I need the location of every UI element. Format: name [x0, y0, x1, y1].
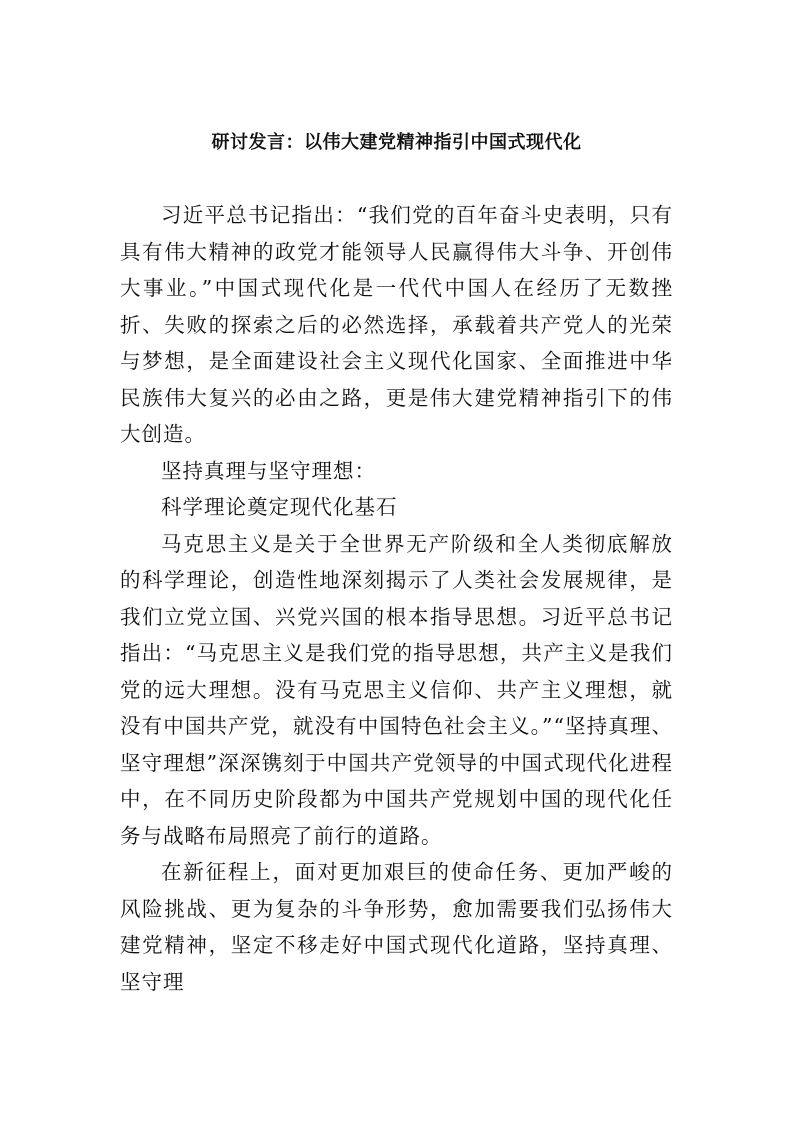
section-heading-line-1: 坚持真理与坚守理想： — [161, 458, 376, 483]
document-body — [120, 197, 673, 1000]
section-paragraph-1: 马克思主义是关于全世界无产阶级和全人类彻底解放的科学理论，创造性地深刻揭示了人类社会发展规律，是我们立党立国、兴党兴国的根本指导思想。习近平总书记指出：“马克思主义是我们党的指导思想，共产主义是我们党的远大理想。没有马克思主义信仰、共产主义理想，就没有中国共产党，就没有中国特色社会主义。”“坚持真理、坚守理想”深深镌刻于中国共产党领导的中国式现代化进程中，在不同历史阶段都为中国共产党规划中国的现代化任务与战略布局照亮了前行的道路。 — [120, 531, 673, 848]
document-title: 研讨发言：以伟大建党精神指引中国式现代化 — [211, 132, 582, 153]
intro-paragraph: 习近平总书记指出：“我们党的百年奋斗史表明，只有具有伟大精神的政党才能领导人民赢得伟大斗争、开创伟大事业。”中国式现代化是一代代中国人在经历了无数挫折、失败的探索之后的必然选择，承载着共产党人的光荣与梦想，是全面建设社会主义现代化国家、全面推进中华民族伟大复兴的必由之路，更是伟大建党精神指引下的伟大创造。 — [120, 203, 673, 446]
section-paragraph-2: 在新征程上，面对更加艰巨的使命任务、更加严峻的风险挑战、更为复杂的斗争形势，愈加需要我们弘扬伟大建党精神，坚定不移走好中国式现代化道路，坚持真理、坚守理 — [120, 860, 673, 994]
section-heading-line-2: 科学理论奠定现代化基石 — [161, 495, 398, 519]
